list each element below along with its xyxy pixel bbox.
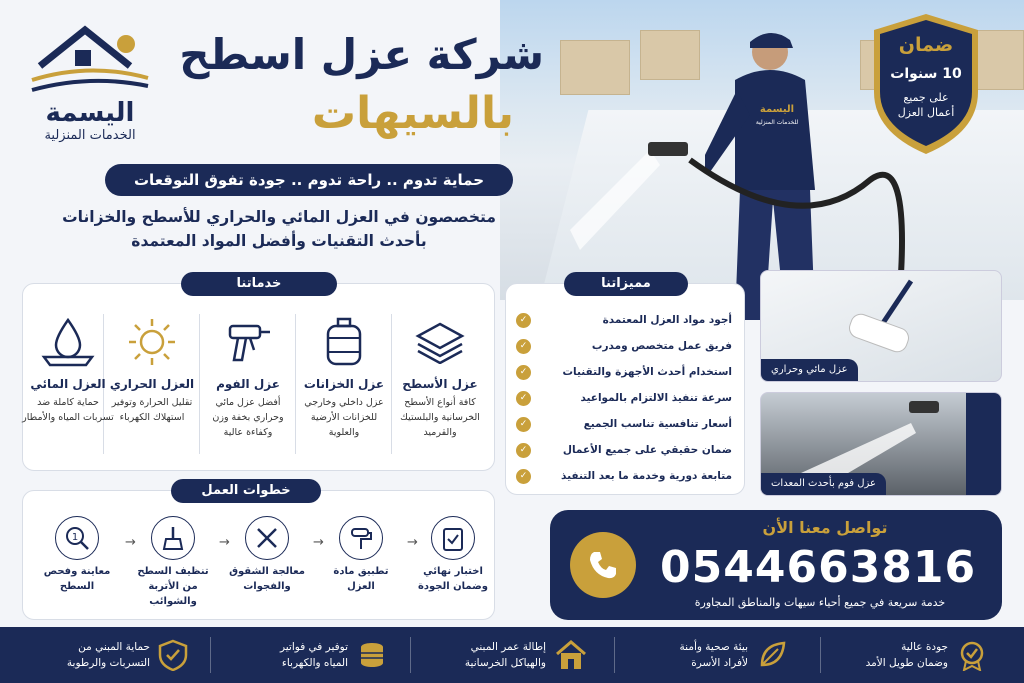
phone-icon[interactable]	[570, 532, 636, 598]
guarantee-note	[870, 90, 982, 120]
service-desc: تقليل الحرارة وتوفير استهلاك الكهرباء	[111, 397, 193, 423]
service-title: عزل الأسطح	[402, 377, 478, 391]
hero-description	[40, 205, 518, 253]
steps-card	[22, 483, 495, 620]
roller-icon	[348, 525, 374, 551]
footer-item	[388, 633, 588, 677]
step-label: معاينة وفحص السطح	[43, 566, 111, 592]
service-item	[202, 309, 294, 469]
service-item	[22, 309, 114, 469]
check-icon: ✓	[516, 469, 531, 484]
service-title: العزل المائي	[30, 377, 106, 391]
service-desc: حماية كاملة ضد تسربات المياه والأمطار	[22, 397, 114, 423]
footer-bar	[0, 627, 1024, 683]
feature-text: سرعة تنفيذ الالتزام بالمواعيد	[580, 392, 732, 404]
footer-text: لأفراد الأسرة	[691, 657, 748, 669]
footer-text: التسربات والرطوبة	[66, 657, 150, 669]
check-icon: ✓	[516, 417, 531, 432]
house-logo-icon	[30, 22, 150, 94]
features-title: مميزاتنا	[564, 272, 688, 296]
footer-text: والهياكل الخرسانية	[464, 657, 546, 669]
guarantee-line: أعمال العزل	[897, 106, 955, 119]
gallery-caption: عزل فوم بأحدث المعدات	[761, 473, 886, 495]
footer-item	[588, 633, 788, 677]
description-line: بأحدث التقنيات وأفضل المواد المعتمدة	[131, 232, 427, 250]
feature-text: أسعار تنافسية تناسب الجميع	[583, 418, 732, 430]
uniform-brand: اليسمة	[759, 104, 795, 115]
footer-text: بيئة صحية وأمنة	[679, 641, 748, 653]
service-desc: عزل داخلي وخارجي للخزانات الأرضية والعلوية	[304, 397, 384, 438]
page-title-location: بالسيهات	[311, 88, 514, 139]
footer-text: إطالة عمر المبني	[470, 641, 546, 653]
step-item	[413, 516, 493, 594]
brush-icon	[160, 525, 186, 551]
feature-item	[516, 440, 732, 460]
arrow-icon: →	[125, 535, 136, 550]
check-icon: ✓	[516, 443, 531, 458]
footer-text: المياه والكهرباء	[281, 657, 348, 669]
footer-item	[788, 633, 988, 677]
service-item	[106, 309, 198, 469]
check-icon: ✓	[516, 365, 531, 380]
arrow-icon: →	[313, 535, 324, 550]
feature-text: أجود مواد العزل المعتمدة	[602, 314, 732, 326]
feature-text: استخدام أحدث الأجهزة والتقنيات	[562, 366, 732, 378]
footer-text: جودة عالية	[901, 641, 948, 653]
water-drop-icon	[40, 317, 96, 367]
gallery-photo-roller	[760, 270, 1002, 382]
service-item	[298, 309, 390, 469]
service-desc: كافة أنواع الأسطح الخرسانية والبلستيك والقرميد	[400, 397, 480, 438]
features-card	[505, 276, 745, 495]
leaf-icon	[756, 639, 788, 671]
clipboard-check-icon	[440, 525, 466, 551]
tools-icon	[254, 525, 280, 551]
tank-icon	[324, 316, 364, 368]
feature-item	[516, 362, 732, 382]
svg-text:1: 1	[71, 532, 79, 543]
check-icon: ✓	[516, 339, 531, 354]
check-icon: ✓	[516, 391, 531, 406]
guarantee-badge	[870, 12, 982, 156]
service-item	[394, 309, 486, 469]
feature-item	[516, 310, 732, 330]
footer-text: توفير في فواتير	[279, 641, 348, 653]
feature-item	[516, 388, 732, 408]
uniform-sub: للخدمات المنزلية	[755, 119, 799, 126]
footer-text: حماية المبني من	[78, 641, 150, 653]
guarantee-title: ضمان	[898, 34, 954, 56]
phone-number[interactable]: 0544663816	[660, 542, 977, 593]
shield-check-icon	[158, 639, 188, 671]
step-label: معالجة الشقوق والفجوات	[229, 566, 305, 592]
service-title: عزل الفوم	[216, 377, 280, 391]
feature-text: فريق عمل متخصص ومدرب	[591, 340, 732, 352]
contact-label: تواصل معنا الأن	[762, 518, 888, 537]
arrow-icon: →	[407, 535, 418, 550]
description-line: متخصصون في العزل المائي والحراري للأسطح والخزانات	[62, 208, 496, 226]
service-title: العزل الحراري	[109, 377, 195, 391]
services-card	[22, 276, 495, 471]
brand-subtitle: الخدمات المنزلية	[44, 128, 136, 143]
service-desc: أفضل عزل مائي وحراري بخفة وزن وكفاءة عالية	[212, 397, 284, 438]
services-title: خدماتنا	[181, 272, 337, 296]
step-item	[37, 516, 117, 594]
gallery-caption: عزل مائي وحراري	[761, 359, 858, 381]
brand-name: اليسمة	[45, 98, 135, 128]
medal-icon	[956, 639, 988, 671]
footer-item	[188, 633, 388, 677]
guarantee-line: على جميع	[903, 91, 949, 104]
footer-item	[0, 633, 188, 677]
check-icon: ✓	[516, 313, 531, 328]
feature-item	[516, 466, 732, 486]
step-label: تطبيق مادة العزل	[333, 566, 389, 592]
guarantee-years: 10 سنوات	[890, 66, 962, 82]
footer-text: وضمان طويل الأمد	[865, 657, 948, 669]
step-item	[133, 516, 213, 609]
page-title: شركة عزل اسطح	[179, 30, 544, 79]
sun-icon	[127, 317, 177, 367]
spray-gun-icon	[224, 318, 272, 366]
feature-text: ضمان حقيقي على جميع الأعمال	[562, 444, 732, 456]
steps-title: خطوات العمل	[171, 479, 321, 503]
coins-icon	[356, 639, 388, 671]
gallery-photo-foam	[760, 392, 1002, 496]
layers-icon	[414, 320, 466, 364]
step-item	[321, 516, 401, 594]
feature-item	[516, 336, 732, 356]
contact-box	[550, 510, 1002, 620]
inspect-icon	[64, 525, 90, 551]
feature-item	[516, 414, 732, 434]
house-icon	[554, 639, 588, 671]
feature-text: متابعة دورية وخدمة ما بعد التنفيذ	[561, 470, 732, 482]
step-label: تنظيف السطح من الأتربة والشوائب	[137, 566, 209, 607]
service-title: عزل الخزانات	[303, 377, 385, 391]
brand-logo	[20, 22, 160, 152]
tagline-banner: حماية تدوم .. راحة تدوم .. جودة تفوق التوقعات	[105, 164, 513, 196]
contact-note: خدمة سريعة في جميع أحياء سيهات والمناطق المجاورة	[694, 596, 946, 609]
step-label: اختبار نهائي وضمان الجودة	[417, 566, 489, 592]
arrow-icon: →	[219, 535, 230, 550]
step-item	[227, 516, 307, 594]
